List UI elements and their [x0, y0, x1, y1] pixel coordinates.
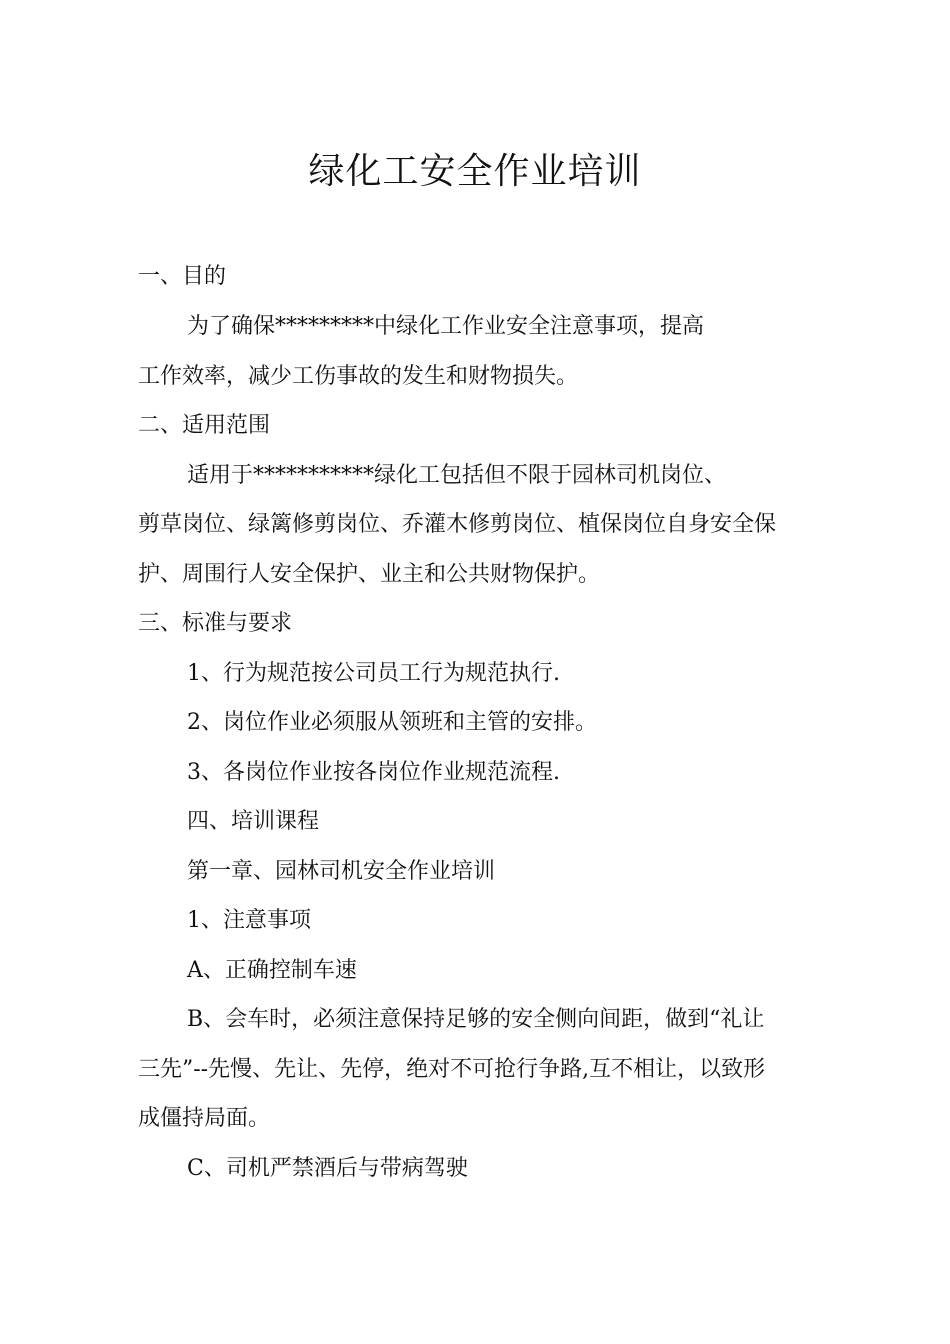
list-item: A、正确控制车速	[187, 958, 357, 983]
list-item: 2、岗位作业必须服从领班和主管的安排。	[187, 710, 597, 735]
paragraph-line: 护、周围行人安全保护、业主和公共财物保护。	[138, 562, 601, 587]
list-item: C、司机严禁酒后与带病驾驶	[187, 1156, 468, 1181]
paragraph-line: 为了确保*********中绿化工作业安全注意事项，提高	[187, 314, 705, 339]
paragraph-line: 成僵持局面。	[138, 1106, 271, 1131]
paragraph-line: 工作效率，减少工伤事故的发生和财物损失。	[138, 364, 579, 389]
document-title: 绿化工安全作业培训	[308, 151, 642, 192]
subsection-heading: 1、注意事项	[187, 908, 311, 933]
list-item: B、会车时，必须注意保持足够的安全侧向间距，做到“礼让	[187, 1007, 765, 1032]
paragraph-line: 三先”--先慢、先让、先停，绝对不可抢行争路,互不相让，以致形	[138, 1057, 766, 1082]
paragraph-line: 剪草岗位、绿篱修剪岗位、乔灌木修剪岗位、植保岗位自身安全保	[138, 512, 777, 537]
section-heading-scope: 二、适用范围	[138, 413, 271, 438]
section-heading-purpose: 一、目的	[138, 264, 227, 289]
list-item: 1、行为规范按公司员工行为规范执行.	[187, 661, 560, 686]
section-heading-standards: 三、标准与要求	[138, 611, 293, 636]
paragraph-line: 适用于***********绿化工包括但不限于园林司机岗位、	[187, 463, 727, 488]
list-item: 3、各岗位作业按各岗位作业规范流程.	[187, 760, 560, 785]
section-heading-training: 四、培训课程	[187, 809, 320, 834]
chapter-heading: 第一章、园林司机安全作业培训	[187, 859, 496, 884]
